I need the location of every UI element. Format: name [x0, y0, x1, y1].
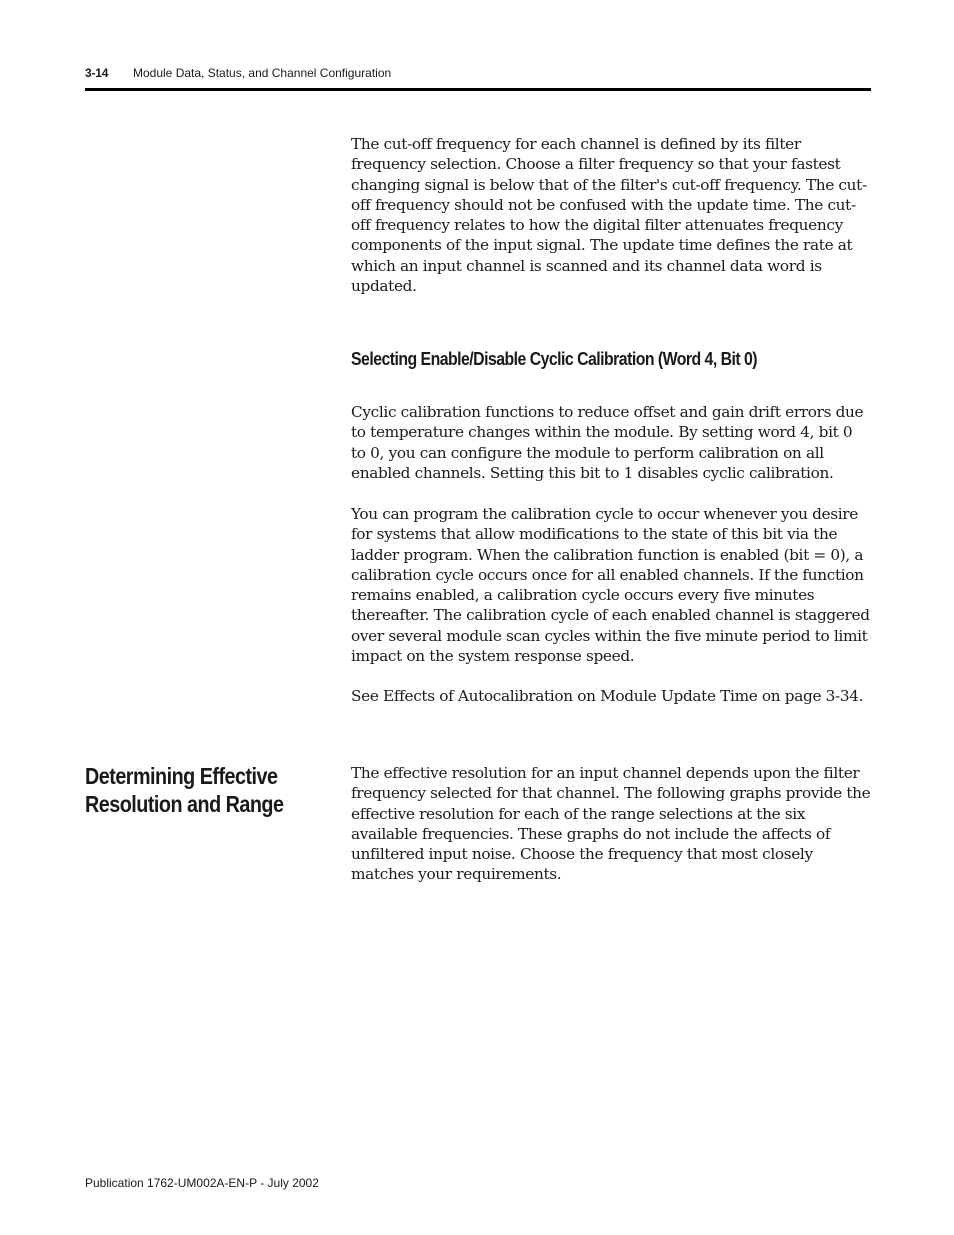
publication-footer: Publication 1762-UM002A-EN-P - July 2002: [85, 1176, 319, 1190]
page-header: [85, 66, 871, 90]
cyclic-intro-paragraph: Cyclic calibration functions to reduce offset and gain drift errors due to temperature changes within the module. By setting word 4, bit 0 to 0, you can configure the module to perform calibration on all enabled channels. Setting this bit to 1 disables cyclic calibration.: [351, 403, 864, 482]
cyclic-program-paragraph: You can program the calibration cycle to occur whenever you desire for systems that allow modifications to the state of this bit via the ladder program. When the calibration function is enabled (bit = 0), a calibration cycle occurs once for all enabled channels. If the function remains enabled, a calibration cycle occurs every five minutes thereafter. The calibration cycle of each enabled channel is staggered over several module scan cycles within the five minute period to limit impact on the system response speed.: [351, 505, 870, 666]
resolution-paragraph: The effective resolution for an input channel depends upon the filter frequency selected for that channel. The following graphs provide the effective resolution for each of the range selections at the six available frequencies. These graphs do not include the affects of unfiltered input noise. Choose the frequency that most closely matches your requirements.: [351, 764, 871, 884]
see-effects-paragraph: See Effects of Autocalibration on Module Update Time on page 3-34.: [351, 687, 864, 705]
cutoff-paragraph: The cut-off frequency for each channel is defined by its filter frequency selection. Choose a filter frequency so that your fastest changing signal is below that of the filter's cut-off frequency. The cut-off frequency should not be confused with the update time. The cut-off frequency relates to how the digital filter attenuates frequency components of the input signal. The update time defines the rate at which an input channel is scanned and its channel data word is updated.: [351, 135, 867, 296]
page-number: 3-14: [85, 66, 109, 80]
cyclic-calibration-heading: Selecting Enable/Disable Cyclic Calibration (Word 4, Bit 0): [351, 349, 758, 369]
header-rule: [85, 88, 871, 91]
effective-resolution-heading: Determining Effective Resolution and Range: [85, 763, 284, 817]
running-title: Module Data, Status, and Channel Configuration: [133, 66, 392, 80]
